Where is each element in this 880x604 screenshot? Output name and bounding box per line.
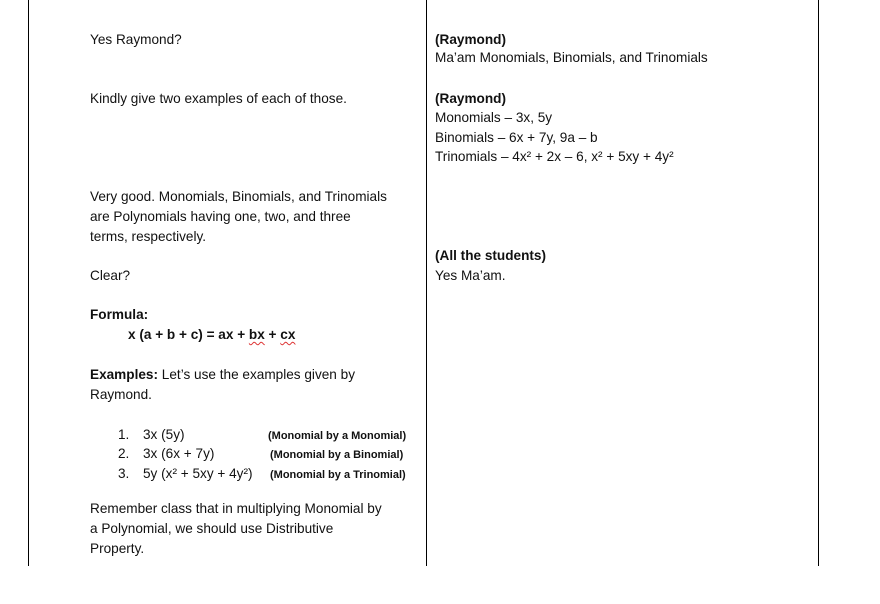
table-border-middle [426,0,427,566]
answer-trinomials: Trinomials – 4x² + 2x – 6, x² + 5xy + 4y² [435,149,674,164]
teacher-very-good-3: terms, respectively. [90,229,207,244]
example-expression: 3x (5y) [143,427,185,442]
examples-intro [90,365,355,385]
example-description: (Monomial by a Trinomial) [270,469,406,481]
table-border-right [818,0,819,566]
example-description: (Monomial by a Binomial) [270,449,404,461]
example-expression: 5y (x² + 5xy + 4y²) [143,466,253,481]
teacher-remember-3: Property. [90,541,145,556]
answer-binomials: Binomials – 6x + 7y, 9a – b [435,130,598,145]
example-number: 3. [118,466,130,481]
table-border-left [28,0,29,566]
formula-label: Formula: [90,307,149,322]
formula-expression [128,325,295,345]
answer-raymond-1: Ma’am Monomials, Binomials, and Trinomials [435,50,708,65]
teacher-line-yes-raymond: Yes Raymond? [90,32,182,47]
answer-all-students: Yes Ma’am. [435,268,506,283]
example-expression: 3x (6x + 7y) [143,446,215,461]
example-number: 1. [118,427,130,442]
example-number: 2. [118,446,130,461]
example-description: (Monomial by a Monomial) [268,430,407,442]
formula-plus: + [264,327,281,342]
speaker-raymond-1: (Raymond) [435,32,506,47]
teacher-remember-2: a Polynomial, we should use Distributive [90,521,334,536]
formula-term-cx: cx [280,327,296,342]
speaker-raymond-2: (Raymond) [435,91,506,106]
teacher-very-good-2: are Polynomials having one, two, and three [90,209,351,224]
formula-term-bx: bx [248,327,265,342]
examples-intro-text: Let’s use the examples given by [158,367,355,382]
teacher-line-kindly: Kindly give two examples of each of those. [90,91,347,106]
formula-lhs: x (a + b + c) = ax + [128,327,249,342]
speaker-all-students: (All the students) [435,248,547,263]
teacher-remember-1: Remember class that in multiplying Monomial by [90,501,382,516]
examples-intro-2: Raymond. [90,387,152,402]
teacher-very-good-1: Very good. Monomials, Binomials, and Trinomials [90,189,387,204]
teacher-clear: Clear? [90,268,131,283]
examples-label: Examples: [90,367,159,382]
answer-monomials: Monomials – 3x, 5y [435,110,553,125]
